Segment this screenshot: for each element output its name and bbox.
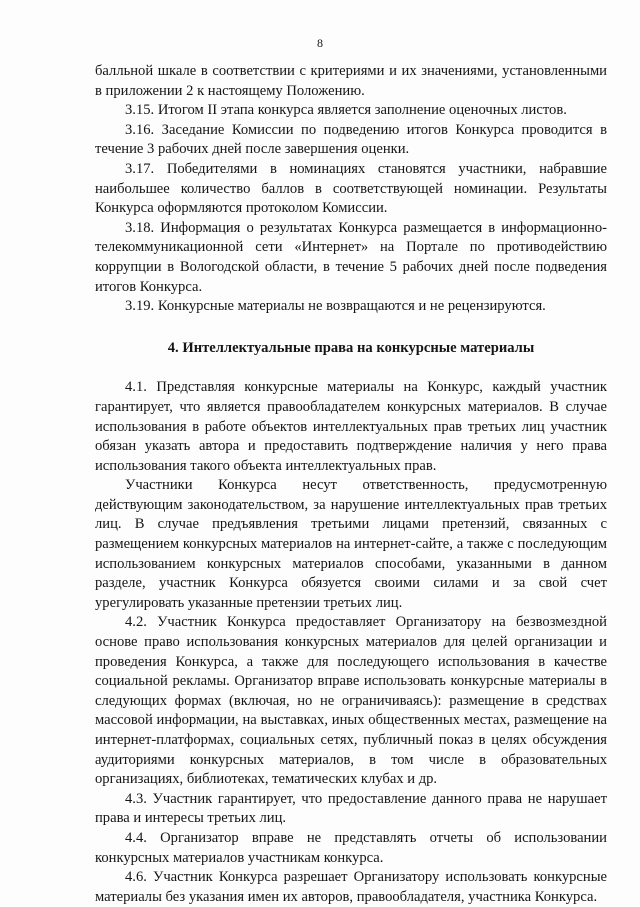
paragraph-continuation: балльной шкале в соответствии с критериями и их значениями, установленными в приложении 2 к настоящему Положению. <box>95 63 607 99</box>
paragraph-3-15: 3.15. Итогом II этапа конкурса является заполнение оценочных листов. <box>125 102 567 119</box>
section-heading: 4. Интеллектуальные права на конкурсные материалы <box>167 339 535 356</box>
paragraph-4-6: 4.6. Участник Конкурса разрешает Организатору использовать конкурсные материалы без указания имен их авторов, правообладателя, участника Конкурса. <box>95 869 607 905</box>
paragraph-4-3: 4.3. Участник гарантирует, что предоставление данного права не нарушает права и интересы третьих лиц. <box>95 790 607 827</box>
page-number: 8 <box>317 36 323 50</box>
paragraph-4-2: 4.2. Участник Конкурса предоставляет Организатору на безвозмездной основе право использования конкурсных материалов для целей организации и проведения Конкурса, а также для последующего использования в качестве социальной рекламы. Организатор вправе использовать конкурсные материалы в следующих формах (включая, но не ограничиваясь): размещение в средствах массовой информации, на выставках, иных общественных местах, размещение на интернет-платформах, социальных сетях, публичный показ в целях обсуждения аудиториями конкурсных материалов, в том числе в образовательных организациях, библиотеках, тематических клубах и др. <box>95 614 607 788</box>
paragraph-4-1: 4.1. Представляя конкурсные материалы на Конкурс, каждый участник гарантирует, что является правообладателем конкурсных материалов. В случае использования в работе объектов интеллектуальных прав третьих лиц участник обязан указать автора и предоставить подтверждение наличия у него права использования такого объекта интеллектуальных прав. <box>95 379 607 474</box>
paragraph-3-16: 3.16. Заседание Комиссии по подведению итогов Конкурса проводится в течение 3 рабочих дней после завершения оценки. <box>95 121 607 158</box>
paragraph-4-1-liability: Участники Конкурса несут ответственность, предусмотренную действующим законодательством, за нарушение интеллектуальных прав третьих лиц. В случае предъявления третьими лицами претензий, связанных с размещением конкурсных материалов на интернет-сайте, а также с последующим использованием конкурсных материалов способами, указанными в данном разделе, участник Конкурса обязуется своими силами и за свой счет урегулировать указанные претензии третьих лиц. <box>95 477 607 611</box>
paragraph-3-17: 3.17. Победителями в номинациях становятся участники, набравшие наибольшее количество баллов в соответствующей номинации. Результаты Конкурса оформляются протоколом Комиссии. <box>95 160 607 217</box>
document-body <box>95 62 607 907</box>
paragraph-3-18: 3.18. Информация о результатах Конкурса размещается в информационно-телекоммуникационной сети «Интернет» на Портале по противодействию коррупции в Вологодской области, в течение 5 рабочих дней после подведения итогов Конкурса. <box>95 219 607 295</box>
paragraph-4-4: 4.4. Организатор вправе не представлять отчеты об использовании конкурсных материалов участникам конкурса. <box>95 829 607 866</box>
paragraph-3-19: 3.19. Конкурсные материалы не возвращаются и не рецензируются. <box>125 298 546 315</box>
